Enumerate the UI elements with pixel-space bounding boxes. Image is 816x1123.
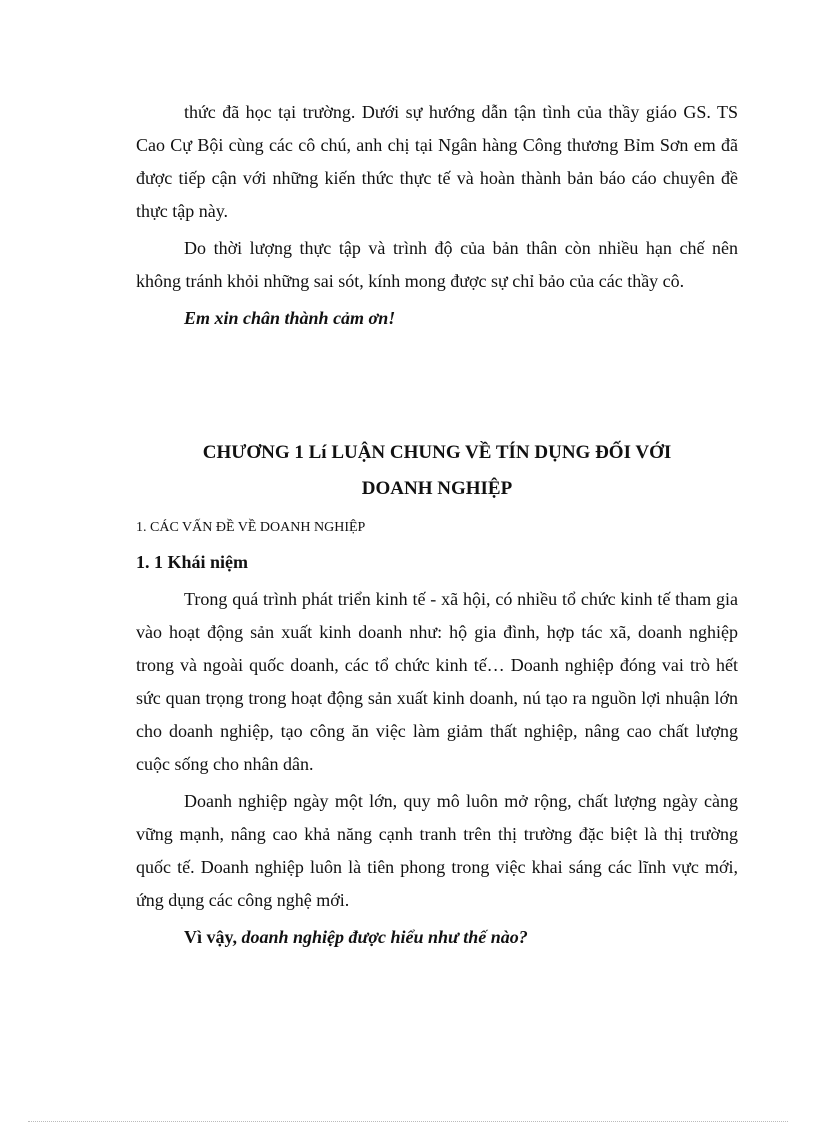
body-paragraph-1: Trong quá trình phát triển kinh tế - xã hội, có nhiều tổ chức kinh tế tham gia vào hoạt động sản xuất kinh doanh như: hộ gia đình, hợp tác xã, doanh nghiệp trong và ngoài quốc doanh, các tổ chức kinh tế… Doanh nghiệp đóng vai trò hết sức quan trọng trong hoạt động sản xuất kinh doanh, nú tạo ra nguồn lợi nhuận lớn cho doanh nghiệp, tạo công ăn việc làm giảm thất nghiệp, nâng cao chất lượng cuộc sống cho nhân dân. bbox=[136, 589, 738, 774]
chapter-title-line-1: CHƯƠNG 1 Lí LUẬN CHUNG VỀ TÍN DỤNG ĐỐI VỚI bbox=[202, 442, 672, 463]
intro-paragraph-1: thức đã học tại trường. Dưới sự hướng dẫn tận tình của thầy giáo GS. TS Cao Cự Bội cùng các cô chú, anh chị tại Ngân hàng Công thương Bỉm Sơn em đã được tiếp cận với những kiến thức thực tế và hoàn thành bản báo cáo chuyên đề thực tập này. bbox=[136, 102, 738, 221]
question-line bbox=[136, 921, 738, 954]
subsection-heading: 1. 1 Khái niệm bbox=[136, 552, 249, 572]
intro-paragraph-2: Do thời lượng thực tập và trình độ của bản thân còn nhiều hạn chế nên không tránh khỏi những sai sót, kính mong được sự chỉ bảo của các thầy cô. bbox=[136, 238, 738, 291]
thanks-line: Em xin chân thành cảm ơn! bbox=[184, 308, 396, 328]
chapter-title-line-2: DOANH NGHIỆP bbox=[361, 478, 513, 499]
question-emphasis: doanh nghiệp được hiểu như thế nào? bbox=[241, 927, 528, 947]
body-paragraph-2: Doanh nghiệp ngày một lớn, quy mô luôn mở rộng, chất lượng ngày càng vững mạnh, nâng cao khả năng cạnh tranh trên thị trường đặc biệt là thị trường quốc tế. Doanh nghiệp luôn là tiên phong trong việc khai sáng các lĩnh vực mới, ứng dụng các công nghệ mới. bbox=[136, 791, 738, 910]
section-heading: 1. CÁC VẤN ĐỀ VỀ DOANH NGHIỆP bbox=[136, 520, 366, 535]
question-prefix: Vì vậy, bbox=[184, 927, 242, 947]
page-bottom-divider bbox=[28, 1121, 788, 1122]
page-content bbox=[136, 96, 738, 954]
